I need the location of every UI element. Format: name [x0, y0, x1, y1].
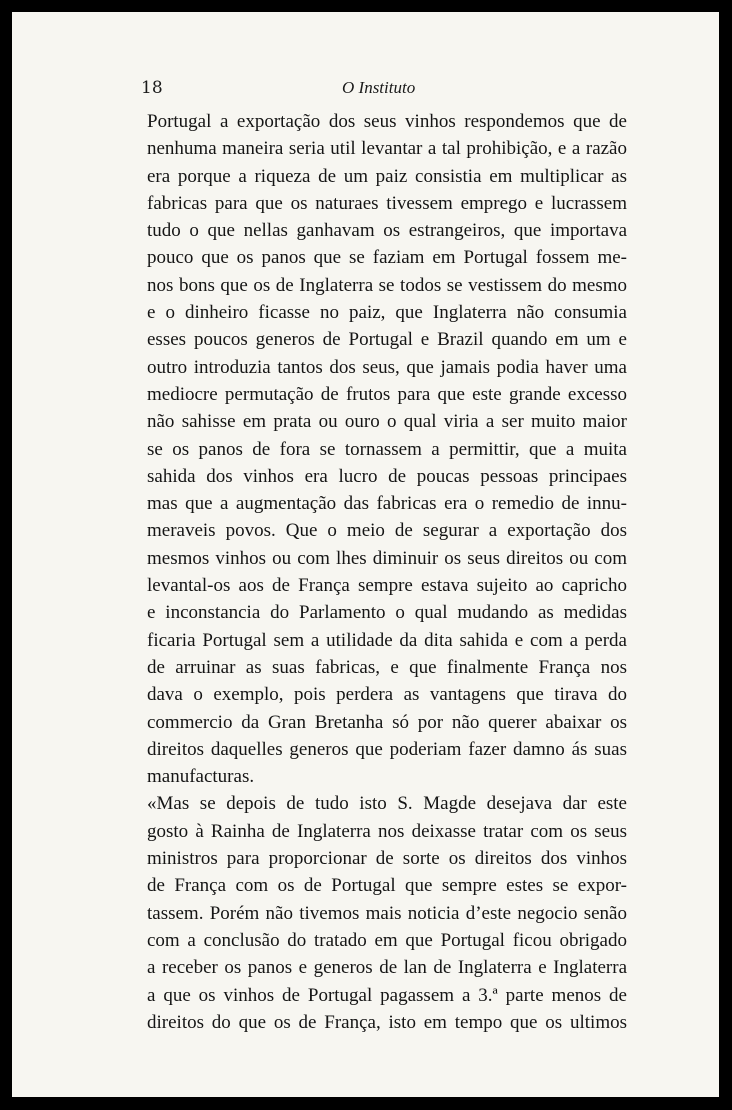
text-line: commercio da Gran Bretanha só por não querer abaixar os: [147, 711, 627, 733]
text-line: mas que a augmentação das fabricas era o remedio de innu-: [147, 493, 627, 515]
text-line: fabricas para que os naturaes tivessem emprego e lucrassem: [147, 192, 627, 214]
text-line: levantal-os aos de França sempre estava sujeito ao capricho: [147, 575, 627, 597]
text-line: gosto à Rainha de Inglaterra nos deixasse tratar com os seus: [147, 820, 627, 842]
text-line: pouco que os panos que se faziam em Portugal fossem me-: [147, 247, 627, 269]
text-line: «Mas se depois de tudo isto S. Magde desejava dar este: [147, 793, 627, 815]
text-line: se os panos de fora se tornassem a permittir, que a muita: [147, 438, 627, 460]
text-line: de França com os de Portugal que sempre estes se expor-: [147, 875, 627, 897]
text-line: tassem. Porém não tivemos mais noticia d’este negocio senão: [147, 902, 627, 924]
text-line: meraveis povos. Que o meio de segurar a exportação dos: [147, 520, 627, 542]
text-line: mesmos vinhos ou com lhes diminuir os seus direitos ou com: [147, 547, 627, 569]
text-line: outro introduzia tantos dos seus, que jamais podia haver uma: [147, 356, 627, 378]
text-line: nos bons que os de Inglaterra se todos se vestissem do mesmo: [147, 274, 627, 296]
text-line: com a conclusão do tratado em que Portugal ficou obrigado: [147, 929, 627, 951]
page-number: 18: [141, 78, 163, 98]
text-line: direitos daquelles generos que poderiam fazer damno ás suas: [147, 738, 627, 760]
text-line: a que os vinhos de Portugal pagassem a 3.ª parte menos de: [147, 984, 627, 1006]
text-line: e o dinheiro ficasse no paiz, que Inglaterra não consumia: [147, 302, 627, 324]
text-line: Portugal a exportação dos seus vinhos respondemos que de: [147, 111, 627, 132]
book-page: [12, 12, 719, 1097]
text-line: era porque a riqueza de um paiz consistia em multiplicar as: [147, 165, 627, 187]
text-line: ficaria Portugal sem a utilidade da dita sahida e com a perda: [147, 629, 627, 651]
text-line: nenhuma maneira seria util levantar a tal prohibição, e a razão: [147, 138, 627, 160]
text-line: direitos do que os de França, isto em tempo que os ultimos: [147, 1011, 627, 1033]
text-line: não sahisse em prata ou ouro o qual viria a ser muito maior: [147, 411, 627, 433]
text-line: esses poucos generos de Portugal e Brazil quando em um e: [147, 329, 627, 351]
running-title: O Instituto: [342, 78, 416, 97]
text-line: manufacturas.: [147, 766, 255, 788]
text-line: e inconstancia do Parlamento o qual mudando as medidas: [147, 602, 627, 624]
text-line: tudo o que nellas ganhavam os estrangeiros, que importava: [147, 220, 627, 242]
text-line: dava o exemplo, pois perdera as vantagens que tirava do: [147, 684, 627, 706]
text-line: a receber os panos e generos de lan de Inglaterra e Inglaterra: [147, 957, 627, 979]
text-line: ministros para proporcionar de sorte os direitos dos vinhos: [147, 848, 627, 870]
page-header: [12, 78, 719, 102]
text-line: de arruinar as suas fabricas, e que finalmente França nos: [147, 656, 627, 678]
body-text: [147, 108, 627, 1036]
text-line: sahida dos vinhos era lucro de poucas pessoas principaes: [147, 465, 627, 487]
text-line: mediocre permutação de frutos para que este grande excesso: [147, 383, 627, 405]
